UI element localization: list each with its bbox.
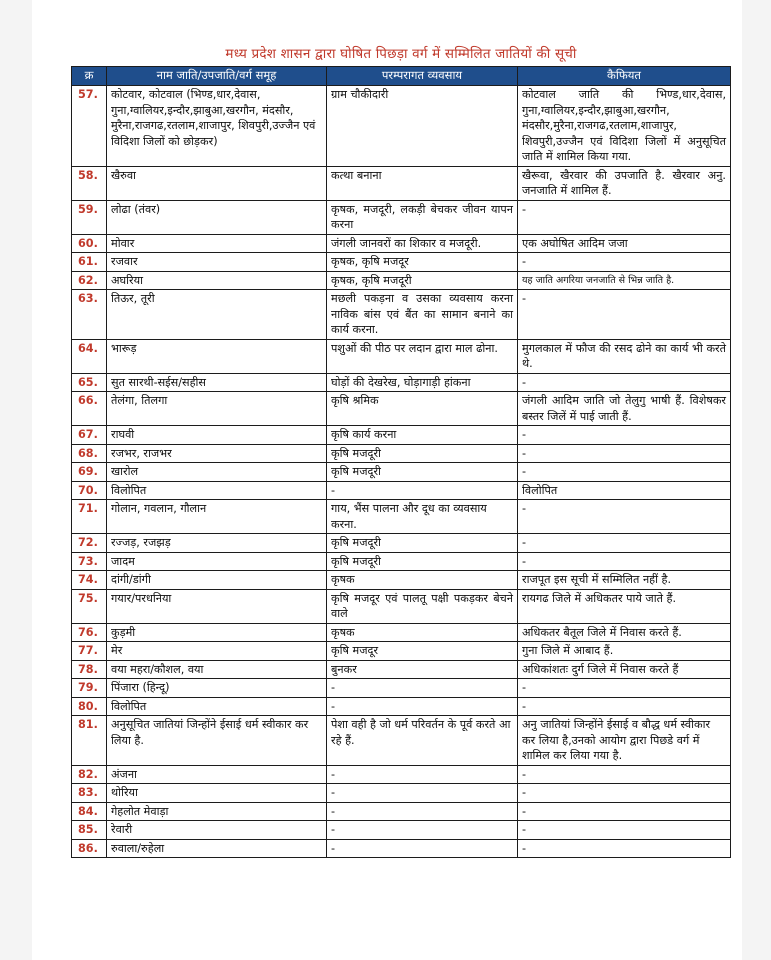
table-row: [72, 373, 731, 392]
serial-number-cell: 76.: [72, 623, 107, 642]
table-row: [72, 166, 731, 200]
occupation-cell: कृषि श्रमिक: [327, 392, 518, 426]
occupation-cell: घोड़ों की देखरेख, घोड़ागाड़ी हांकना: [327, 373, 518, 392]
remarks-cell: -: [518, 679, 731, 698]
table-row: [72, 821, 731, 840]
table-row: [72, 444, 731, 463]
remarks-cell: -: [518, 784, 731, 803]
occupation-cell: -: [327, 784, 518, 803]
occupation-cell: कृषक, कृषि मजदूरी: [327, 271, 518, 290]
table-row: [72, 679, 731, 698]
serial-number-cell: 71.: [72, 500, 107, 534]
table-row: [72, 534, 731, 553]
table-header-row: [72, 67, 731, 86]
serial-number-cell: 60.: [72, 234, 107, 253]
caste-name-cell: राघवी: [107, 426, 327, 445]
occupation-cell: कृषक, कृषि मजदूर: [327, 253, 518, 272]
table-row: [72, 481, 731, 500]
remarks-cell: -: [518, 697, 731, 716]
table-row: [72, 802, 731, 821]
serial-number-cell: 67.: [72, 426, 107, 445]
remarks-cell: विलोपित: [518, 481, 731, 500]
table-row: [72, 571, 731, 590]
occupation-cell: कृषि मजदूरी: [327, 534, 518, 553]
caste-name-cell: वया महरा/कौशल, वया: [107, 660, 327, 679]
table-row: [72, 200, 731, 234]
caste-name-cell: अघरिया: [107, 271, 327, 290]
remarks-cell: यह जाति अगरिया जनजाति से भिन्न जाति है.: [518, 271, 731, 290]
occupation-cell: -: [327, 821, 518, 840]
remarks-cell: -: [518, 534, 731, 553]
occupation-cell: कृषक, मजदूरी, लकड़ी बेचकर जीवन यापन करना: [327, 200, 518, 234]
occupation-cell: कृषि मजदूर एवं पालतू पक्षी पकड़कर बेचने वाले: [327, 589, 518, 623]
caste-name-cell: लोढा (तंवर): [107, 200, 327, 234]
remarks-cell: -: [518, 444, 731, 463]
occupation-cell: गाय, भैंस पालना और दूध का व्यवसाय करना.: [327, 500, 518, 534]
occupation-cell: -: [327, 679, 518, 698]
caste-name-cell: जादम: [107, 552, 327, 571]
caste-list-table: [71, 66, 731, 858]
caste-name-cell: विलोपित: [107, 697, 327, 716]
remarks-cell: एक अघोषित आदिम जजा: [518, 234, 731, 253]
remarks-cell: -: [518, 463, 731, 482]
serial-number-cell: 59.: [72, 200, 107, 234]
serial-number-cell: 66.: [72, 392, 107, 426]
document-title: मध्य प्रदेश शासन द्वारा घोषित पिछड़ा वर्ग में सम्मिलित जातियों की सूची: [225, 46, 577, 62]
caste-name-cell: सुत सारथी-सईस/सहीस: [107, 373, 327, 392]
table-row: [72, 642, 731, 661]
caste-name-cell: खारोल: [107, 463, 327, 482]
occupation-cell: कृषि मजदूर: [327, 642, 518, 661]
caste-name-cell: रेवारी: [107, 821, 327, 840]
serial-number-cell: 68.: [72, 444, 107, 463]
caste-name-cell: अनुसूचित जातियां जिन्होंने ईसाई धर्म स्वीकार कर लिया है.: [107, 716, 327, 766]
table-row: [72, 765, 731, 784]
remarks-cell: खैरूवा, खैरवार की उपजाति है. खैरवार अनु. जनजाति में शामिल हैं.: [518, 166, 731, 200]
caste-name-cell: गेहलोत मेवाड़ा: [107, 802, 327, 821]
serial-number-cell: 65.: [72, 373, 107, 392]
occupation-cell: कत्था बनाना: [327, 166, 518, 200]
serial-number-cell: 69.: [72, 463, 107, 482]
serial-number-cell: 86.: [72, 839, 107, 858]
remarks-cell: राजपूत इस सूची में सम्मिलित नहीं है.: [518, 571, 731, 590]
serial-number-cell: 80.: [72, 697, 107, 716]
occupation-cell: मछली पकड़ना व उसका व्यवसाय करना नाविक बांस एवं बैंत का सामान बनाने का कार्य करना.: [327, 290, 518, 340]
table-row: [72, 784, 731, 803]
serial-number-cell: 85.: [72, 821, 107, 840]
remarks-cell: अधिकतर बैतूल जिले में निवास करते हैं.: [518, 623, 731, 642]
occupation-cell: -: [327, 697, 518, 716]
occupation-cell: कृषक: [327, 623, 518, 642]
serial-number-cell: 62.: [72, 271, 107, 290]
remarks-cell: अधिकांशतः दुर्ग जिले में निवास करते हैं: [518, 660, 731, 679]
caste-name-cell: भारूड़: [107, 339, 327, 373]
serial-number-cell: 81.: [72, 716, 107, 766]
header-remarks: कैफियत: [518, 67, 731, 86]
remarks-cell: कोटवाल जाति की भिण्ड,धार,देवास, गुना,ग्वालियर,इन्दौर,झाबुआ,खरगौन, मंदसौर,मुरैना,राजगढ,रतलाम,शाजापुर, शिवपुरी,उज्जैन एवं विदिशा जिलों में अनुसूचित जाति में शामिल किया गया.: [518, 86, 731, 167]
serial-number-cell: 74.: [72, 571, 107, 590]
table-row: [72, 500, 731, 534]
remarks-cell: -: [518, 200, 731, 234]
serial-number-cell: 58.: [72, 166, 107, 200]
occupation-cell: -: [327, 839, 518, 858]
serial-number-cell: 70.: [72, 481, 107, 500]
remarks-cell: जंगली आदिम जाति जो तेलुगु भाषी हैं. विशेषकर बस्तर जिलें में पाई जाती हैं.: [518, 392, 731, 426]
table-row: [72, 660, 731, 679]
header-occupation: परम्परागत व्यवसाय: [327, 67, 518, 86]
remarks-cell: -: [518, 839, 731, 858]
table-row: [72, 697, 731, 716]
table-row: [72, 234, 731, 253]
caste-name-cell: गोलान, गवलान, गौलान: [107, 500, 327, 534]
occupation-cell: कृषि मजदूरी: [327, 444, 518, 463]
caste-name-cell: थोरिया: [107, 784, 327, 803]
serial-number-cell: 78.: [72, 660, 107, 679]
caste-name-cell: मेर: [107, 642, 327, 661]
caste-name-cell: विलोपित: [107, 481, 327, 500]
remarks-cell: रायगढ जिले में अधिकतर पाये जाते हैं.: [518, 589, 731, 623]
caste-name-cell: गयार/परधनिया: [107, 589, 327, 623]
table-row: [72, 271, 731, 290]
occupation-cell: -: [327, 765, 518, 784]
serial-number-cell: 73.: [72, 552, 107, 571]
remarks-cell: -: [518, 552, 731, 571]
remarks-cell: -: [518, 290, 731, 340]
header-serial: क्र: [72, 67, 107, 86]
occupation-cell: पशुओं की पीठ पर लदान द्वारा माल ढोना.: [327, 339, 518, 373]
table-row: [72, 253, 731, 272]
caste-name-cell: रजभर, राजभर: [107, 444, 327, 463]
table-row: [72, 589, 731, 623]
table-row: [72, 86, 731, 167]
occupation-cell: -: [327, 802, 518, 821]
serial-number-cell: 77.: [72, 642, 107, 661]
caste-name-cell: अंजना: [107, 765, 327, 784]
table-row: [72, 426, 731, 445]
remarks-cell: -: [518, 500, 731, 534]
caste-name-cell: कोटवार, कोटवाल (भिण्ड,धार,देवास, गुना,ग्वालियर,इन्दौर,झाबुआ,खरगौन, मंदसौर, मुरैना,राजगढ,रतलाम,शाजापुर, शिवपुरी,उज्जैन एवं विदिशा जिलों को छोड़कर): [107, 86, 327, 167]
table-row: [72, 552, 731, 571]
caste-name-cell: पिंजारा (हिन्दू): [107, 679, 327, 698]
remarks-cell: गुना जिले में आबाद हैं.: [518, 642, 731, 661]
serial-number-cell: 64.: [72, 339, 107, 373]
caste-name-cell: दांगी/डांगी: [107, 571, 327, 590]
caste-name-cell: कुड़मी: [107, 623, 327, 642]
serial-number-cell: 84.: [72, 802, 107, 821]
table-row: [72, 463, 731, 482]
occupation-cell: कृषि मजदूरी: [327, 552, 518, 571]
remarks-cell: -: [518, 253, 731, 272]
occupation-cell: कृषि मजदूरी: [327, 463, 518, 482]
table-row: [72, 839, 731, 858]
serial-number-cell: 75.: [72, 589, 107, 623]
occupation-cell: पेशा वही है जो धर्म परिवर्तन के पूर्व करते आ रहे हैं.: [327, 716, 518, 766]
occupation-cell: -: [327, 481, 518, 500]
table-row: [72, 716, 731, 766]
serial-number-cell: 57.: [72, 86, 107, 167]
table-body: [72, 86, 731, 858]
caste-name-cell: तिऊर, तूरी: [107, 290, 327, 340]
remarks-cell: अनु जातियां जिन्होंने ईसाई व बौद्ध धर्म स्वीकार कर लिया है,उनको आयोग द्वारा पिछडे वर्ग में शामिल कर लिया गया है.: [518, 716, 731, 766]
caste-name-cell: खैरुवा: [107, 166, 327, 200]
caste-name-cell: रजवार: [107, 253, 327, 272]
caste-name-cell: तेलंगा, तिलगा: [107, 392, 327, 426]
table-row: [72, 392, 731, 426]
table-row: [72, 623, 731, 642]
table-row: [72, 290, 731, 340]
remarks-cell: -: [518, 802, 731, 821]
caste-name-cell: रज्जड़, रजझड़: [107, 534, 327, 553]
caste-name-cell: रुवाला/रुहेला: [107, 839, 327, 858]
remarks-cell: मुगलकाल में फौज की रसद ढोने का कार्य भी करते थे.: [518, 339, 731, 373]
caste-name-cell: मोवार: [107, 234, 327, 253]
serial-number-cell: 79.: [72, 679, 107, 698]
remarks-cell: -: [518, 765, 731, 784]
serial-number-cell: 61.: [72, 253, 107, 272]
remarks-cell: -: [518, 821, 731, 840]
occupation-cell: कृषि कार्य करना: [327, 426, 518, 445]
occupation-cell: बुनकर: [327, 660, 518, 679]
occupation-cell: ग्राम चौकीदारी: [327, 86, 518, 167]
occupation-cell: कृषक: [327, 571, 518, 590]
serial-number-cell: 63.: [72, 290, 107, 340]
remarks-cell: -: [518, 426, 731, 445]
serial-number-cell: 83.: [72, 784, 107, 803]
occupation-cell: जंगली जानवरों का शिकार व मजदूरी.: [327, 234, 518, 253]
serial-number-cell: 82.: [72, 765, 107, 784]
remarks-cell: -: [518, 373, 731, 392]
serial-number-cell: 72.: [72, 534, 107, 553]
table-row: [72, 339, 731, 373]
header-caste-name: नाम जाति/उपजाति/वर्ग समूह: [107, 67, 327, 86]
